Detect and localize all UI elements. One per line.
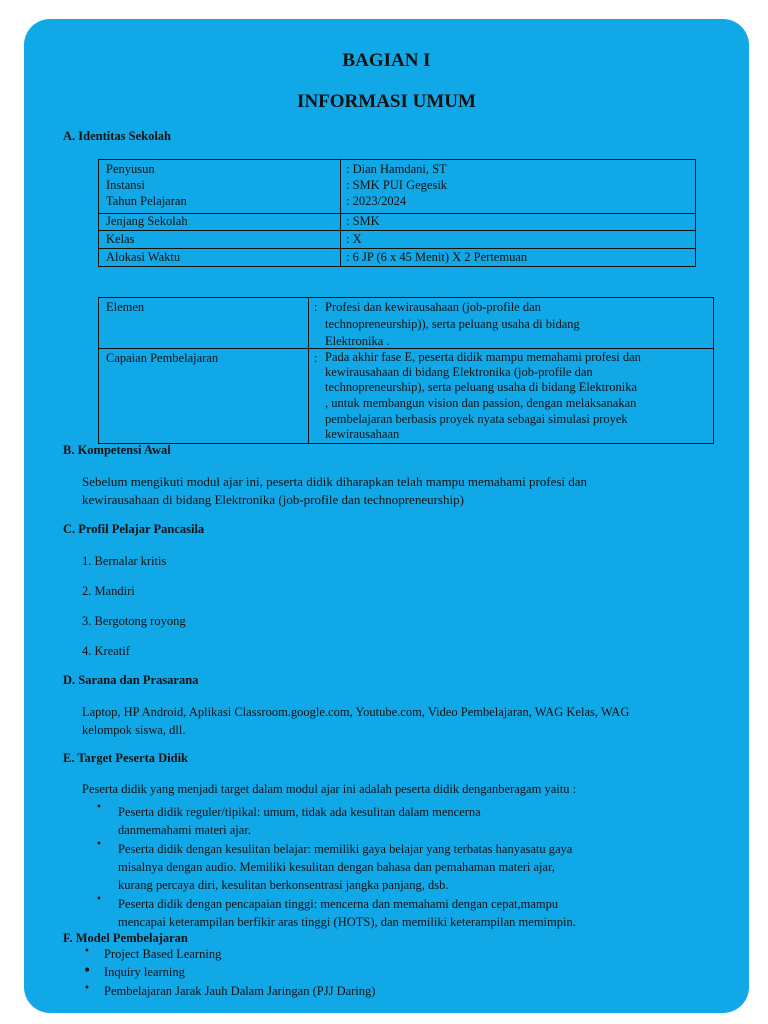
heading-identitas-sekolah: A. Identitas Sekolah xyxy=(63,129,172,143)
table-row xyxy=(99,249,695,266)
label-kelas: Kelas xyxy=(106,232,135,246)
colon: : xyxy=(314,351,318,365)
value-elemen-line: technopreneurship)), serta peluang usaha di bidang xyxy=(325,317,580,331)
table-row xyxy=(99,231,695,249)
label-elemen: Elemen xyxy=(106,300,145,314)
colon: : xyxy=(314,300,318,314)
kompetensi-text-line: kewirausahaan di bidang Elektronika (job-profile dan technopreneurship) xyxy=(82,492,464,507)
table-row xyxy=(99,213,695,231)
part-title: BAGIAN I xyxy=(342,50,431,71)
value-capaian-line: pembelajaran berbasis proyek nyata sebagai simulasi proyek xyxy=(325,412,628,426)
bullet-text-line: mencapai keterampilan berfikir aras tinggi (HOTS), dan memiliki keterampilan memimpin. xyxy=(118,915,576,929)
kompetensi-text-line: Sebelum mengikuti modul ajar ini, peserta didik diharapkan telah mampu memahami profesi dan xyxy=(82,474,588,489)
value-capaian-line: kewirausahaan xyxy=(325,427,400,441)
bullet-text-line: Peserta didik reguler/tipikal: umum, tidak ada kesulitan dalam mencerna xyxy=(118,805,481,819)
document-panel xyxy=(24,19,749,1013)
value-jenjang-sekolah: : SMK xyxy=(346,214,380,228)
value-elemen-line: Elektronika . xyxy=(325,334,390,348)
sarana-text-line: kelompok siswa, dll. xyxy=(82,723,186,737)
value-elemen-line: Profesi dan kewirausahaan (job-profile dan xyxy=(325,300,541,314)
bullet-icon: • xyxy=(84,946,90,957)
list-item: 1. Bernalar kritis xyxy=(82,554,167,568)
label-jenjang-sekolah: Jenjang Sekolah xyxy=(106,214,188,228)
identity-table xyxy=(98,159,696,267)
list-item: Pembelajaran Jarak Jauh Dalam Jaringan (PJJ Daring) xyxy=(104,984,376,998)
label-penyusun: Penyusun xyxy=(106,162,155,176)
table-row xyxy=(99,298,713,349)
label-alokasi-waktu: Alokasi Waktu xyxy=(106,250,181,264)
value-penyusun: : Dian Hamdani, ST xyxy=(346,162,447,176)
heading-sarana-prasarana: D. Sarana dan Prasarana xyxy=(63,673,199,687)
section-title: INFORMASI UMUM xyxy=(297,91,476,112)
label-instansi: Instansi xyxy=(106,178,145,192)
heading-target-peserta: E. Target Peserta Didik xyxy=(63,751,188,765)
bullet-icon: • xyxy=(83,963,92,979)
heading-kompetensi-awal: B. Kompetensi Awal xyxy=(63,443,171,457)
heading-model-pembelajaran: F. Model Pembelajaran xyxy=(63,931,188,945)
heading-profil-pelajar: C. Profil Pelajar Pancasila xyxy=(63,522,205,536)
sarana-text-line: Laptop, HP Android, Aplikasi Classroom.google.com, Youtube.com, Video Pembelajaran, WAG Kelas, WAG xyxy=(82,705,630,719)
value-capaian-line: , untuk membangun vision dan passion, dengan melaksanakan xyxy=(325,396,637,410)
table-row xyxy=(99,349,713,443)
table-row xyxy=(99,160,695,214)
value-capaian-line: kewirausahaan di bidang Elektronika (job-profile dan xyxy=(325,365,593,379)
label-tahun-pelajaran: Tahun Pelajaran xyxy=(106,194,187,208)
bullet-text-line: danmemahami materi ajar. xyxy=(118,823,251,837)
bullet-text-line: Peserta didik dengan kesulitan belajar: memiliki gaya belajar yang terbatas hanyasatu gaya xyxy=(118,842,573,856)
label-capaian-pembelajaran: Capaian Pembelajaran xyxy=(106,351,219,365)
list-item: 2. Mandiri xyxy=(82,584,135,598)
value-kelas: : X xyxy=(346,232,362,246)
bullet-text-line: misalnya dengan audio. Memiliki kesulitan dengan bahasa dan pemahaman materi ajar, xyxy=(118,860,555,874)
value-instansi: : SMK PUI Gegesik xyxy=(346,178,448,192)
bullet-text-line: Peserta didik dengan pencapaian tinggi: mencerna dan memahami dengan cepat,mampu xyxy=(118,897,559,911)
list-item: 4. Kreatif xyxy=(82,644,130,658)
list-item: 3. Bergotong royong xyxy=(82,614,186,628)
bullet-icon: • xyxy=(96,894,102,905)
value-alokasi-waktu: : 6 JP (6 x 45 Menit) X 2 Pertemuan xyxy=(346,250,528,264)
competency-table xyxy=(98,297,714,444)
bullet-icon: • xyxy=(84,983,90,994)
bullet-text-line: kurang percaya diri, kesulitan berkonsentrasi jangka panjang, dsb. xyxy=(118,878,449,892)
value-tahun-pelajaran: : 2023/2024 xyxy=(346,194,407,208)
bullet-icon: • xyxy=(96,839,102,850)
value-capaian-line: Pada akhir fase E, peserta didik mampu memahami profesi dan xyxy=(325,350,641,364)
target-intro: Peserta didik yang menjadi target dalam modul ajar ini adalah peserta didik denganberagam yaitu : xyxy=(82,782,577,796)
list-item: Project Based Learning xyxy=(104,947,222,961)
value-capaian-line: technopreneurship), serta peluang usaha di bidang Elektronika xyxy=(325,380,638,394)
bullet-icon: • xyxy=(96,802,102,813)
list-item: Inquiry learning xyxy=(104,965,185,979)
